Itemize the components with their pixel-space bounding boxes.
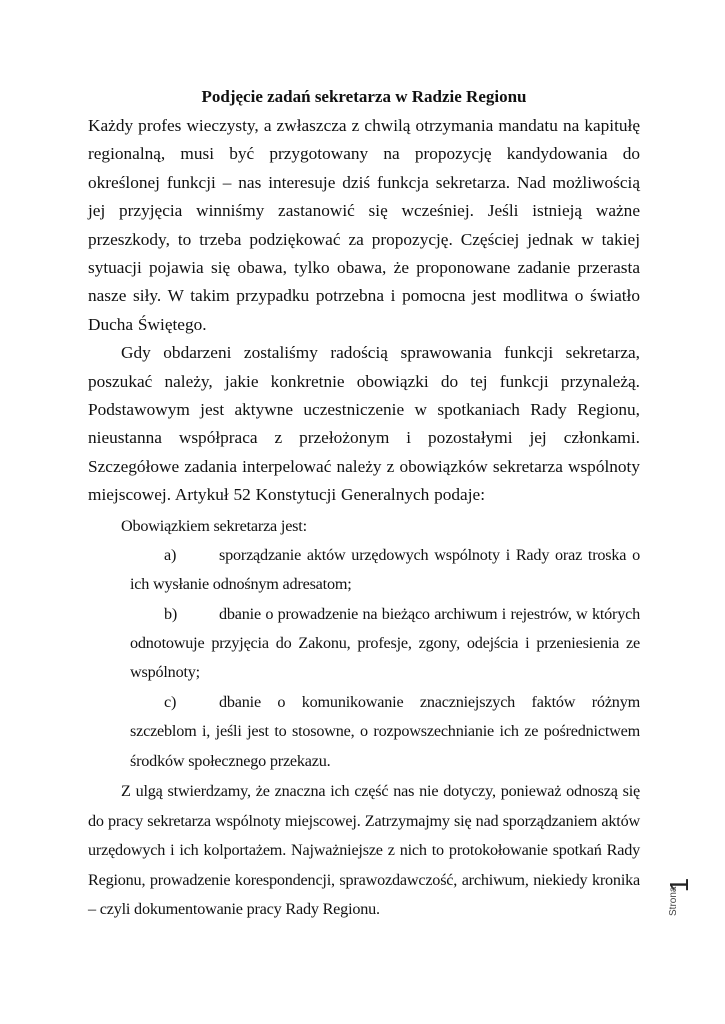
paragraph-1: Każdy profes wieczysty, a zwłaszcza z chwilą otrzymania mandatu na kapitułę regionalną, musi być przygotowany na propozycję kandydowania do określonej funkcji – nas interesuje dziś funkcja sekretarza. Nad możliwością jej przyjęcia winniśmy zastanowić się wcześniej. Jeśli istnieją ważne przeszkody, to trzeba podziękować za propozycję. Częściej jednak w takiej sytuacji pojawia się obawa, tylko obawa, że proponowane zadanie przerasta nasze siły. W takim przypadku potrzebna i pomocna jest modlitwa o światło Ducha Świętego. [88,116,640,334]
list-item-marker: b) [164,604,178,623]
duties-list [88,512,640,925]
list-item-marker: c) [164,692,177,711]
list-item [88,688,640,776]
paragraph-2: Gdy obdarzeni zostaliśmy radością sprawowania funkcji sekretarza, poszukać należy, jakie konkretnie obowiązki do tej funkcji przynależą. Podstawowym jest aktywne uczestniczenie w spotkaniach Rady Regionu, nieustanna współpraca z przełożonym i pozostałymi jej członkami. Szczegółowe zadania interpelować należy z obowiązków sekretarza wspólnoty miejscowej. Artykuł 52 Konstytucji Generalnych podaje: [88,343,640,505]
list-item [88,600,640,688]
page-number: 1 [664,877,694,893]
list-item [88,541,640,600]
paragraph-3: Z ulgą stwierdzamy, że znaczna ich część nas nie dotyczy, ponieważ odnoszą się do pracy sekretarza wspólnoty miejscowej. Zatrzymajmy się nad sporządzaniem aktów urzędowych i ich kolportażem. Najważniejsze z nich to protokołowanie spotkań Rady Regionu, prowadzenie korespondencji, sprawozdawczość, archiwum, niekiedy kronika – czyli dokumentowanie pracy Rady Regionu. [88,781,640,919]
list-item-text: dbanie o komunikowanie znaczniejszych faktów różnym szczeblom i, jeśli jest to stosowne, o rozpowszechnianie ich ze pośrednictwem środków społecznego przekazu. [130,692,640,770]
list-intro: Obowiązkiem sekretarza jest: [121,516,307,535]
page-label: Strona [668,886,679,916]
document-body [88,112,640,925]
document-title: Podjęcie zadań sekretarza w Radzie Regionu [201,87,527,106]
page-footer [664,870,694,940]
list-item-marker: a) [164,545,177,564]
list-item-text: dbanie o prowadzenie na bieżąco archiwum i rejestrów, w których odnotowuje przyjęcia do Zakonu, profesje, zgony, odejścia i przeniesienia ze wspólnoty; [130,604,640,682]
list-item-text: sporządzanie aktów urzędowych wspólnoty i Rady oraz troska o ich wysłanie odnośnym adresatom; [130,545,640,594]
